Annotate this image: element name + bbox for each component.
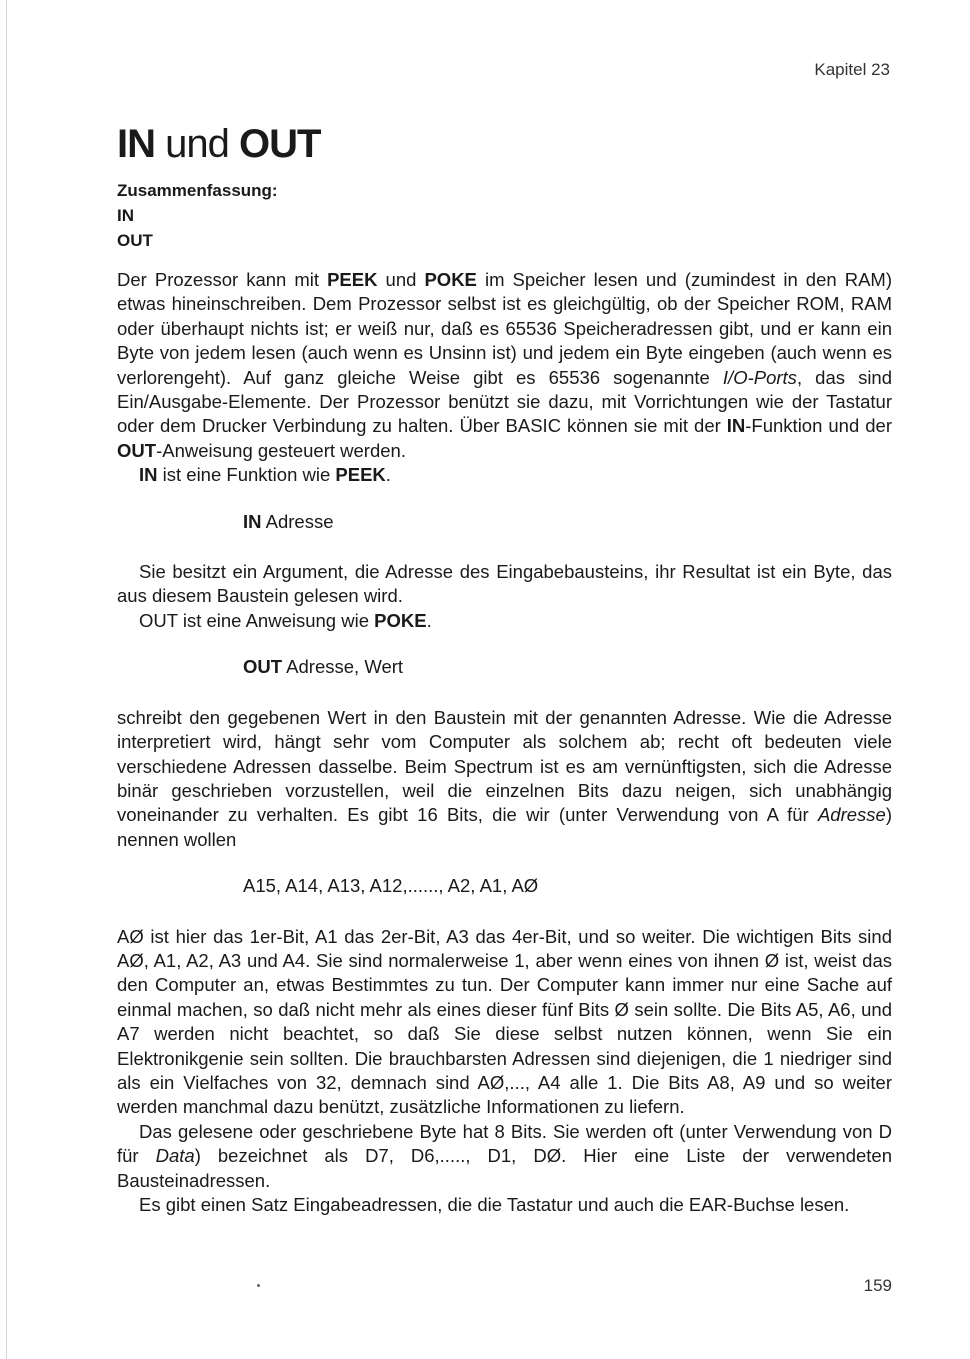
summary-item-in: IN [117, 206, 134, 225]
page-number: 159 [863, 1276, 892, 1295]
paragraph-6: AØ ist hier das 1er-Bit, A1 das 2er-Bit, A3 das 4er-Bit, und so weiter. Die wichtigen Bits sind AØ, A1, A2, A3 und A4. Sie sind normalerweise 1, aber wenn eines von ihnen Ø ist, weist das den Computer an, etwas Bestimmtes zu tun. Der Computer kann immer nur eine Sache auf einmal machen, so daß nicht mehr als eines dieser fünf Bits Ø sein sollte. Die Bits A5, A6, und A7 werden nicht beachtet, so daß Sie diese selbst nutzen können, wenn Sie ein Elektronikgenie sein sollten. Die brauchbarsten Adressen sind diejenigen, die 1 niedriger sind als ein Vielfaches von 32, demnach sind AØ,..., A4 alle 1. Die Bits A8, A9 und so weiter werden manchmal dazu benützt, zusätzliche Informationen zu liefern. [117, 925, 892, 1118]
paragraph-1: Der Prozessor kann mit PEEK und POKE im Speicher lesen und (zumindest in den RAM) etwas hineinschreiben. Dem Prozessor selbst ist es gleichgültig, ob der Speicher ROM, RAM oder überhaupt nichts ist; er weiß nur, daß es 65536 Speicheradressen gibt, und er kann ein Byte von jedem lesen (auch wenn es Unsinn ist) und jedem ein Byte eingeben (auch wenn es verlorengeht). Auf ganz gleiche Weise gibt es 65536 sogenannte I/O-Ports, das sind Ein/Ausgabe-Elemente. Der Prozessor benützt sie dazu, mit Vorrichtungen wie der Tastatur oder dem Drucker Verbindung zu halten. Über BASIC können sie mit der IN-Funktion und der OUT-Anweisung gesteuert werden. [117, 269, 893, 461]
summary-label: Zusammenfassung: [117, 181, 278, 200]
page-title [117, 122, 320, 167]
paragraph-3: Sie besitzt ein Argument, die Adresse des Eingabebausteins, ihr Resultat ist ein Byte, das aus diesem Baustein gelesen wird. [117, 561, 892, 607]
summary-item-out: OUT [117, 231, 153, 250]
paragraph-5: schreibt den gegebenen Wert in den Baustein mit der genannten Adresse. Wie die Adresse interpretiert wird, hängt sehr vom Computer als solchem ab; recht oft bedeuten viele verschiedene Adressen dasselbe. Beim Spectrum ist es am vernünftigsten, sich die Adresse binär geschrieben vorzustellen, weil die einzelnen Bits dazu neigen, sich unabhängig voneinander zu verhalten. Es gibt 16 Bits, die wir (unter Verwendung von A für Adresse) nennen wollen [117, 706, 892, 850]
paragraph-4: OUT ist eine Anweisung wie POKE. [139, 609, 432, 631]
paragraph-7: Das gelesene oder geschriebene Byte hat 8 Bits. Sie werden oft (unter Verwendung von D für Data) bezeichnet als D7, D6,....., D1, DØ. Hier eine Liste der verwendeten Bausteinadressen. [117, 1120, 892, 1191]
syntax-in: IN Adresse [243, 510, 334, 532]
syntax-out: OUT Adresse, Wert [243, 656, 404, 678]
title-out: OUT [238, 122, 321, 166]
chapter-header: Kapitel 23 [814, 60, 890, 79]
body-text [117, 268, 892, 1217]
paragraph-8: Es gibt einen Satz Eingabeadressen, die die Tastatur und auch die EAR-Buchse lesen. [139, 1194, 850, 1215]
title-in: IN [117, 122, 155, 166]
address-bits-list: A15, A14, A13, A12,......, A2, A1, AØ [243, 875, 539, 897]
summary-block [117, 178, 278, 253]
page-edge [6, 0, 7, 1359]
speck [257, 1284, 260, 1287]
title-und: und [155, 122, 239, 166]
paragraph-2: IN ist eine Funktion wie PEEK. [139, 464, 391, 486]
